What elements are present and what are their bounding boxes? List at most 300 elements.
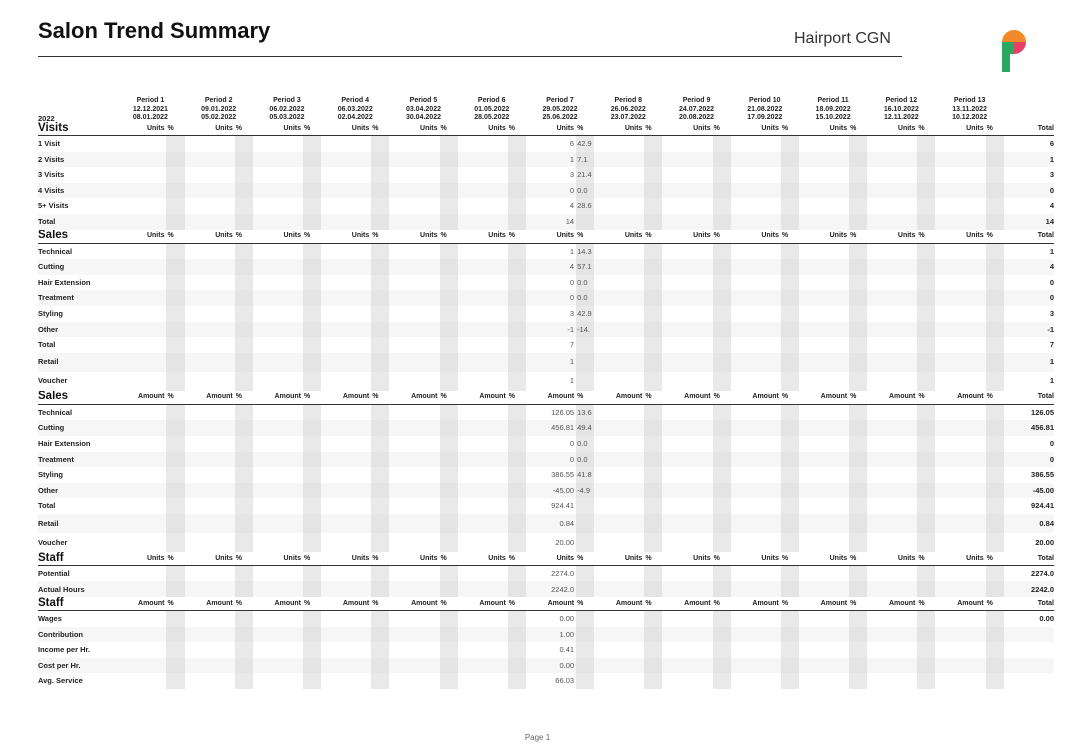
table-row xyxy=(38,183,1054,199)
empty-cell xyxy=(321,353,371,372)
empty-cell xyxy=(116,259,166,275)
table-row xyxy=(38,372,1054,391)
empty-cell xyxy=(935,167,985,183)
empty-cell xyxy=(458,658,508,674)
empty-cell xyxy=(235,152,253,168)
column-header-unit: Units xyxy=(185,230,235,244)
empty-cell xyxy=(662,152,712,168)
empty-cell xyxy=(185,275,235,291)
empty-cell xyxy=(458,627,508,643)
empty-cell xyxy=(321,275,371,291)
period-start: 18.09.2022 xyxy=(815,105,851,113)
empty-cell xyxy=(116,452,166,468)
column-header-unit: Units xyxy=(526,122,576,136)
empty-cell xyxy=(731,152,781,168)
empty-cell xyxy=(781,611,799,627)
empty-cell xyxy=(166,436,184,452)
row-total: 3 xyxy=(1049,308,1054,318)
empty-cell xyxy=(917,290,935,306)
empty-cell xyxy=(303,372,321,391)
empty-cell xyxy=(731,167,781,183)
empty-cell xyxy=(166,214,184,230)
empty-cell xyxy=(185,353,235,372)
empty-cell xyxy=(235,183,253,199)
empty-cell xyxy=(986,290,1004,306)
empty-cell xyxy=(389,167,439,183)
period-header xyxy=(116,90,184,122)
empty-cell xyxy=(713,627,731,643)
empty-cell xyxy=(185,673,235,689)
row-label: Treatment xyxy=(38,452,116,468)
empty-cell xyxy=(389,436,439,452)
column-header-total: Total xyxy=(1004,597,1054,611)
empty-cell xyxy=(440,498,458,514)
empty-cell xyxy=(235,673,253,689)
period-start: 12.12.2021 xyxy=(132,105,168,113)
empty-cell xyxy=(389,243,439,259)
column-header-unit: Units xyxy=(389,552,439,566)
empty-cell xyxy=(389,627,439,643)
empty-cell xyxy=(781,483,799,499)
empty-cell xyxy=(371,183,389,199)
empty-cell xyxy=(935,420,985,436)
empty-cell xyxy=(116,420,166,436)
empty-cell xyxy=(389,483,439,499)
row-label: Actual Hours xyxy=(38,581,116,597)
column-header-unit: Units xyxy=(731,122,781,136)
empty-cell xyxy=(731,290,781,306)
empty-cell xyxy=(321,290,371,306)
empty-cell xyxy=(389,514,439,533)
empty-cell xyxy=(253,322,303,338)
table-row xyxy=(38,436,1054,452)
empty-cell xyxy=(644,353,662,372)
empty-cell xyxy=(303,353,321,372)
empty-cell xyxy=(116,152,166,168)
column-header-pct: % xyxy=(713,597,731,611)
period-end: 12.11.2022 xyxy=(884,113,919,121)
empty-cell xyxy=(440,581,458,597)
empty-cell xyxy=(799,467,849,483)
empty-cell xyxy=(662,183,712,199)
empty-cell xyxy=(731,372,781,391)
empty-cell xyxy=(321,467,371,483)
table-row xyxy=(38,581,1054,597)
empty-cell xyxy=(935,436,985,452)
column-header-unit: Units xyxy=(321,230,371,244)
empty-cell xyxy=(116,337,166,353)
empty-cell xyxy=(253,436,303,452)
empty-cell xyxy=(594,627,644,643)
empty-cell xyxy=(235,372,253,391)
empty-cell xyxy=(458,642,508,658)
column-header-unit: Units xyxy=(594,552,644,566)
empty-cell xyxy=(917,198,935,214)
empty-cell xyxy=(440,136,458,152)
column-header-unit: Units xyxy=(935,122,985,136)
row-label: Potential xyxy=(38,568,70,578)
empty-cell xyxy=(235,514,253,533)
empty-cell xyxy=(371,642,389,658)
empty-cell xyxy=(713,483,731,499)
section-title: Visits xyxy=(38,122,116,136)
empty-cell xyxy=(371,259,389,275)
empty-cell xyxy=(458,581,508,597)
empty-cell xyxy=(235,306,253,322)
empty-cell xyxy=(662,420,712,436)
empty-cell xyxy=(644,581,662,597)
empty-cell xyxy=(321,337,371,353)
empty-cell xyxy=(713,404,731,420)
empty-cell xyxy=(303,420,321,436)
empty-cell xyxy=(303,514,321,533)
empty-cell xyxy=(867,642,917,658)
empty-cell xyxy=(849,322,867,338)
empty-cell xyxy=(371,673,389,689)
empty-cell xyxy=(185,152,235,168)
empty-cell xyxy=(116,658,166,674)
empty-cell xyxy=(253,198,303,214)
empty-cell xyxy=(986,627,1004,643)
table-row xyxy=(38,136,1054,152)
row-total: -45.00 xyxy=(1004,483,1054,499)
period-end: 15.10.2022 xyxy=(815,113,851,121)
column-header-pct: % xyxy=(440,122,458,136)
empty-cell xyxy=(321,322,371,338)
empty-cell xyxy=(253,658,303,674)
empty-cell xyxy=(867,353,917,372)
empty-cell xyxy=(731,198,781,214)
column-header-unit: Units xyxy=(526,230,576,244)
empty-cell xyxy=(458,183,508,199)
row-total: 1 xyxy=(1004,152,1054,168)
empty-cell xyxy=(508,565,526,581)
period-header xyxy=(867,90,935,122)
empty-cell xyxy=(440,436,458,452)
unit-value: 1.00 xyxy=(526,627,576,643)
empty-cell xyxy=(867,498,917,514)
period-header xyxy=(731,90,799,122)
empty-cell xyxy=(917,306,935,322)
empty-cell xyxy=(303,136,321,152)
empty-cell xyxy=(166,565,184,581)
row-total: 456.81 xyxy=(1004,420,1054,436)
empty-cell xyxy=(166,372,184,391)
column-header-unit: Units xyxy=(321,122,371,136)
empty-cell xyxy=(253,259,303,275)
table-row xyxy=(38,565,1054,581)
empty-cell xyxy=(235,420,253,436)
section-header-row xyxy=(38,597,1054,611)
empty-cell xyxy=(440,275,458,291)
empty-cell xyxy=(371,452,389,468)
empty-cell xyxy=(371,337,389,353)
empty-cell xyxy=(440,337,458,353)
empty-cell xyxy=(731,642,781,658)
row-total: 126.05 xyxy=(1031,407,1054,417)
empty-cell xyxy=(508,452,526,468)
period-end: 08.01.2022 xyxy=(132,113,168,121)
row-label: Cutting xyxy=(38,420,116,436)
empty-cell xyxy=(867,658,917,674)
empty-cell xyxy=(253,611,303,627)
row-total xyxy=(1004,673,1054,689)
column-header-unit: Amount xyxy=(867,597,917,611)
empty-cell xyxy=(986,533,1004,552)
empty-cell xyxy=(371,243,389,259)
empty-cell xyxy=(389,565,439,581)
unit-value: 0 xyxy=(526,452,576,468)
empty-cell xyxy=(799,214,849,230)
empty-cell xyxy=(389,498,439,514)
section-title: Staff xyxy=(38,597,116,611)
empty-cell xyxy=(303,436,321,452)
empty-cell xyxy=(867,436,917,452)
unit-value: 20.00 xyxy=(555,537,575,547)
row-label: Total xyxy=(38,214,116,230)
table-row xyxy=(38,483,1054,499)
empty-cell xyxy=(389,259,439,275)
period-header xyxy=(253,90,321,122)
empty-cell xyxy=(731,533,781,552)
empty-cell xyxy=(321,167,371,183)
empty-cell xyxy=(917,467,935,483)
column-header-unit: Units xyxy=(253,230,303,244)
empty-cell xyxy=(116,514,166,533)
empty-cell xyxy=(458,498,508,514)
column-header-unit: Units xyxy=(867,552,917,566)
column-header-unit: Units xyxy=(321,552,371,566)
empty-cell xyxy=(644,673,662,689)
empty-cell xyxy=(713,183,731,199)
table-row xyxy=(38,452,1054,468)
empty-cell xyxy=(458,198,508,214)
period-start: 06.02.2022 xyxy=(269,105,305,113)
column-header-pct: % xyxy=(235,391,253,405)
empty-cell xyxy=(303,533,321,552)
row-label: 4 Visits xyxy=(38,183,116,199)
column-header-unit: Units xyxy=(799,230,849,244)
empty-cell xyxy=(799,152,849,168)
empty-cell xyxy=(799,420,849,436)
empty-cell xyxy=(389,611,439,627)
empty-cell xyxy=(321,243,371,259)
empty-cell xyxy=(253,183,303,199)
empty-cell xyxy=(849,611,867,627)
empty-cell xyxy=(781,581,799,597)
column-header-pct: % xyxy=(166,552,184,566)
empty-cell xyxy=(371,167,389,183)
empty-cell xyxy=(781,259,799,275)
column-header-unit: Units xyxy=(662,552,712,566)
row-label: Hair Extension xyxy=(38,277,91,287)
empty-cell xyxy=(594,514,644,533)
column-header-pct: % xyxy=(849,391,867,405)
empty-cell xyxy=(935,243,985,259)
period-name: Period 1 xyxy=(136,97,165,105)
empty-cell xyxy=(253,337,303,353)
column-header-unit: Units xyxy=(799,122,849,136)
row-label: Retail xyxy=(38,514,116,533)
empty-cell xyxy=(458,611,508,627)
empty-cell xyxy=(781,514,799,533)
empty-cell xyxy=(166,275,184,291)
section-header-row xyxy=(38,230,1054,244)
pct-value: 21.4 xyxy=(576,167,594,183)
empty-cell xyxy=(917,337,935,353)
empty-cell xyxy=(458,306,508,322)
empty-cell xyxy=(731,420,781,436)
empty-cell xyxy=(662,243,712,259)
table-row xyxy=(38,353,1054,372)
empty-cell xyxy=(731,243,781,259)
empty-cell xyxy=(935,152,985,168)
empty-cell xyxy=(458,452,508,468)
column-header-unit: Units xyxy=(526,552,576,566)
empty-cell xyxy=(440,198,458,214)
table-row xyxy=(38,673,1054,689)
empty-cell xyxy=(371,152,389,168)
empty-cell xyxy=(458,136,508,152)
pct-value: 41.8 xyxy=(576,467,594,483)
empty-cell xyxy=(917,581,935,597)
empty-cell xyxy=(508,214,526,230)
empty-cell xyxy=(799,611,849,627)
empty-cell xyxy=(253,452,303,468)
unit-value: 1 xyxy=(569,246,575,256)
period-end: 25.06.2022 xyxy=(542,113,578,121)
empty-cell xyxy=(644,167,662,183)
column-header-unit: Amount xyxy=(458,597,508,611)
empty-cell xyxy=(371,611,389,627)
empty-cell xyxy=(185,404,235,420)
empty-cell xyxy=(799,322,849,338)
period-header-row xyxy=(38,90,1054,122)
empty-cell xyxy=(303,498,321,514)
empty-cell xyxy=(594,322,644,338)
pct-value: 28.6 xyxy=(576,198,594,214)
empty-cell xyxy=(799,275,849,291)
empty-cell xyxy=(713,259,731,275)
empty-cell xyxy=(917,658,935,674)
empty-cell xyxy=(508,372,526,391)
table-row xyxy=(38,214,1054,230)
empty-cell xyxy=(849,533,867,552)
empty-cell xyxy=(321,611,371,627)
column-header-unit: Units xyxy=(935,230,985,244)
empty-cell xyxy=(253,353,303,372)
empty-cell xyxy=(389,183,439,199)
column-header-pct: % xyxy=(166,230,184,244)
empty-cell xyxy=(917,642,935,658)
pct-value xyxy=(576,214,594,230)
column-header-unit: Units xyxy=(867,230,917,244)
empty-cell xyxy=(917,436,935,452)
empty-cell xyxy=(935,306,985,322)
empty-cell xyxy=(185,436,235,452)
pct-value: 13.6 xyxy=(576,404,594,420)
empty-cell xyxy=(508,673,526,689)
column-header-pct: % xyxy=(781,552,799,566)
column-header-pct: % xyxy=(781,230,799,244)
empty-cell xyxy=(303,404,321,420)
pct-value: 0.0 xyxy=(576,275,594,291)
empty-cell xyxy=(371,498,389,514)
empty-cell xyxy=(935,337,985,353)
empty-cell xyxy=(371,514,389,533)
empty-cell xyxy=(713,306,731,322)
header-spacer xyxy=(1004,90,1054,122)
empty-cell xyxy=(185,467,235,483)
empty-cell xyxy=(799,183,849,199)
empty-cell xyxy=(849,337,867,353)
row-label: Technical xyxy=(38,407,73,417)
row-total: 7 xyxy=(1049,340,1054,350)
empty-cell xyxy=(508,152,526,168)
empty-cell xyxy=(303,565,321,581)
empty-cell xyxy=(303,322,321,338)
period-header xyxy=(458,90,526,122)
empty-cell xyxy=(935,183,985,199)
column-header-total: Total xyxy=(1004,552,1054,566)
column-header-unit: Units xyxy=(799,552,849,566)
empty-cell xyxy=(253,420,303,436)
empty-cell xyxy=(116,306,166,322)
empty-cell xyxy=(731,452,781,468)
period-start: 29.05.2022 xyxy=(542,105,578,113)
row-label: Income per Hr. xyxy=(38,645,91,655)
empty-cell xyxy=(458,243,508,259)
pct-value: 0.0 xyxy=(576,436,594,452)
empty-cell xyxy=(781,214,799,230)
empty-cell xyxy=(644,611,662,627)
empty-cell xyxy=(253,673,303,689)
empty-cell xyxy=(644,183,662,199)
empty-cell xyxy=(253,498,303,514)
period-start: 26.06.2022 xyxy=(610,105,646,113)
empty-cell xyxy=(713,514,731,533)
column-header-unit: Amount xyxy=(731,597,781,611)
column-header-unit: Units xyxy=(662,122,712,136)
empty-cell xyxy=(440,452,458,468)
table-row xyxy=(38,243,1054,259)
empty-cell xyxy=(235,136,253,152)
empty-cell xyxy=(389,322,439,338)
empty-cell xyxy=(662,436,712,452)
empty-cell xyxy=(166,452,184,468)
empty-cell xyxy=(508,404,526,420)
unit-value: 4 xyxy=(526,259,576,275)
empty-cell xyxy=(935,275,985,291)
empty-cell xyxy=(508,514,526,533)
column-header-unit: Units xyxy=(458,122,508,136)
empty-cell xyxy=(731,658,781,674)
empty-cell xyxy=(116,198,166,214)
column-header-pct: % xyxy=(440,597,458,611)
column-header-pct: % xyxy=(508,597,526,611)
page-number: Page 1 xyxy=(524,733,551,742)
row-total: 386.55 xyxy=(1031,470,1054,480)
empty-cell xyxy=(935,467,985,483)
empty-cell xyxy=(799,167,849,183)
empty-cell xyxy=(935,611,985,627)
empty-cell xyxy=(935,581,985,597)
empty-cell xyxy=(594,243,644,259)
empty-cell xyxy=(185,167,235,183)
empty-cell xyxy=(166,353,184,372)
empty-cell xyxy=(458,167,508,183)
empty-cell xyxy=(253,642,303,658)
